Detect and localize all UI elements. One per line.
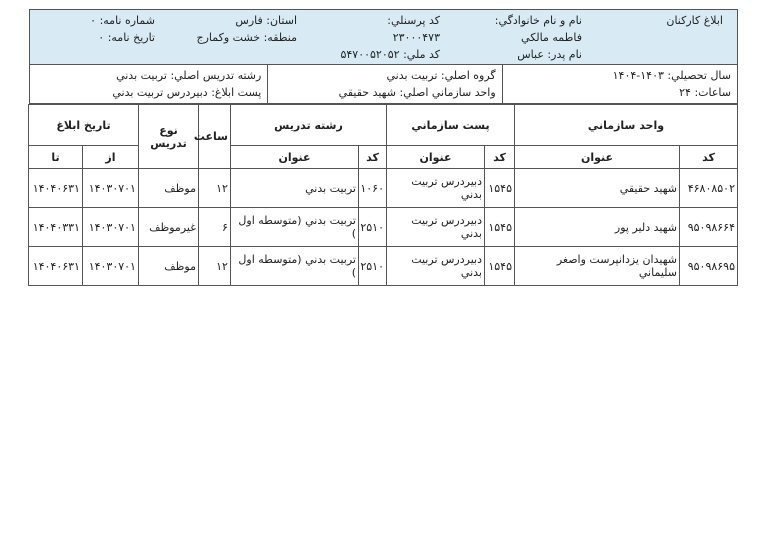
col-to: تا — [28, 146, 82, 169]
col-from: از — [82, 146, 138, 169]
to-cell: ۱۴۰۴۰۳۳۱ — [28, 208, 82, 247]
assignment-document — [29, 9, 738, 286]
post-code-cell: ۱۵۴۵ — [484, 169, 514, 208]
letter-date-value: ۰ — [98, 31, 105, 44]
main-unit-label: واحد سازماني اصلي: — [399, 86, 496, 99]
unit-title-cell: شهيدان يزدانپرست واصغر سليماني — [514, 247, 679, 286]
post-code-cell: ۱۵۴۵ — [484, 247, 514, 286]
letter-date-row — [98, 29, 155, 46]
hours-value: ۲۴ — [679, 86, 691, 99]
col-unit-title: عنوان — [514, 146, 679, 169]
national-value: ۵۴۷۰۰۵۲۰۵۲ — [340, 48, 400, 61]
col-post-code: کد — [484, 146, 514, 169]
hours-cell: ۱۲ — [198, 247, 230, 286]
region-value: خشت وكمارج — [196, 31, 261, 44]
hours-label: ساعات: — [694, 86, 731, 99]
main-field-label: رشته تدريس اصلي: — [170, 69, 262, 82]
province-value: فارس — [235, 14, 263, 27]
unit-title-cell: شهيد حقيقي — [514, 169, 679, 208]
info-cell-field — [30, 65, 267, 103]
to-cell: ۱۴۰۴۰۶۳۱ — [28, 247, 82, 286]
from-cell: ۱۴۰۳۰۷۰۱ — [82, 169, 138, 208]
doc-title: ابلاغ کارکنان — [666, 14, 723, 27]
main-group-label: گروه اصلي: — [440, 69, 496, 82]
region-label: منطقه: — [263, 31, 297, 44]
field-title-cell: تربيت بدني — [230, 169, 358, 208]
table-row — [28, 169, 737, 208]
type-cell: موظف — [138, 247, 198, 286]
main-group-value: تربيت بدني — [386, 69, 438, 82]
unit-title-cell: شهيد دلير پور — [514, 208, 679, 247]
from-cell: ۱۴۰۳۰۷۰۱ — [82, 247, 138, 286]
region-row — [197, 29, 298, 46]
main-field-value: تربيت بدني — [116, 69, 167, 82]
unit-code-cell: ۹۵۰۹۸۶۶۴ — [680, 208, 738, 247]
personnel-label: کد پرسنلي: — [387, 14, 440, 27]
type-cell: موظف — [138, 169, 198, 208]
assign-post-label: پست ابلاغ: — [211, 86, 262, 99]
col-field-title: عنوان — [230, 146, 358, 169]
letter-no-row — [90, 12, 155, 29]
letter-date-label: تاريخ نامه: — [107, 31, 155, 44]
father-label: نام پدر: — [547, 48, 582, 61]
col-field-code: کد — [358, 146, 386, 169]
col-unit: واحد سازماني — [514, 105, 737, 146]
info-box — [29, 65, 738, 104]
col-unit-code: کد — [680, 146, 738, 169]
hours-cell: ۶ — [198, 208, 230, 247]
name-value: فاطمه مالكي — [521, 31, 582, 44]
field-code-cell: ۱۰۶۰ — [358, 169, 386, 208]
post-title-cell: دبيردرس تربيت بدني — [386, 208, 484, 247]
col-post: پست سازماني — [386, 105, 514, 146]
col-teach-type: نوع تدريس — [138, 105, 198, 169]
table-row — [28, 208, 737, 247]
province-row — [235, 12, 297, 29]
field-title-cell: تربيت بدني (متوسطه اول ) — [230, 247, 358, 286]
to-cell: ۱۴۰۴۰۶۳۱ — [28, 169, 82, 208]
col-hours: ساعت — [198, 105, 230, 169]
table-row — [28, 247, 737, 286]
unit-code-cell: ۹۵۰۹۸۶۹۵ — [680, 247, 738, 286]
assign-post-value: دبيردرس تربيت بدني — [112, 86, 208, 99]
assignments-table — [28, 104, 738, 286]
from-cell: ۱۴۰۳۰۷۰۱ — [82, 208, 138, 247]
field-code-cell: ۲۵۱۰ — [358, 247, 386, 286]
post-code-cell: ۱۵۴۵ — [484, 208, 514, 247]
col-field: رشته تدريس — [230, 105, 386, 146]
personnel-value: ۲۳۰۰۰۴۷۳ — [392, 31, 440, 44]
field-title-cell: تربيت بدني (متوسطه اول ) — [230, 208, 358, 247]
type-cell: غيرموظف — [138, 208, 198, 247]
father-row — [517, 46, 582, 63]
national-label: کد ملي: — [403, 48, 440, 61]
name-label: نام و نام خانوادگي: — [494, 14, 582, 27]
father-value: عباس — [517, 48, 544, 61]
post-title-cell: دبيردرس تربيت بدني — [386, 169, 484, 208]
col-post-title: عنوان — [386, 146, 484, 169]
letter-no-value: ۰ — [90, 14, 97, 27]
hours-cell: ۱۲ — [198, 169, 230, 208]
school-year-label: سال تحصيلي: — [667, 69, 731, 82]
info-cell-year — [502, 65, 737, 103]
letter-no-label: شماره نامه: — [99, 14, 155, 27]
unit-code-cell: ۴۶۸۰۸۵۰۲ — [680, 169, 738, 208]
col-date: تاريخ ابلاغ — [28, 105, 138, 146]
national-row — [340, 46, 440, 63]
province-label: استان: — [266, 14, 297, 27]
header-box — [29, 9, 738, 65]
main-unit-value: شهيد حقيقي — [338, 86, 396, 99]
field-code-cell: ۲۵۱۰ — [358, 208, 386, 247]
school-year-value: ۱۴۰۳-۱۴۰۴ — [612, 69, 664, 82]
post-title-cell: دبيردرس تربيت بدني — [386, 247, 484, 286]
info-cell-group — [267, 65, 501, 103]
